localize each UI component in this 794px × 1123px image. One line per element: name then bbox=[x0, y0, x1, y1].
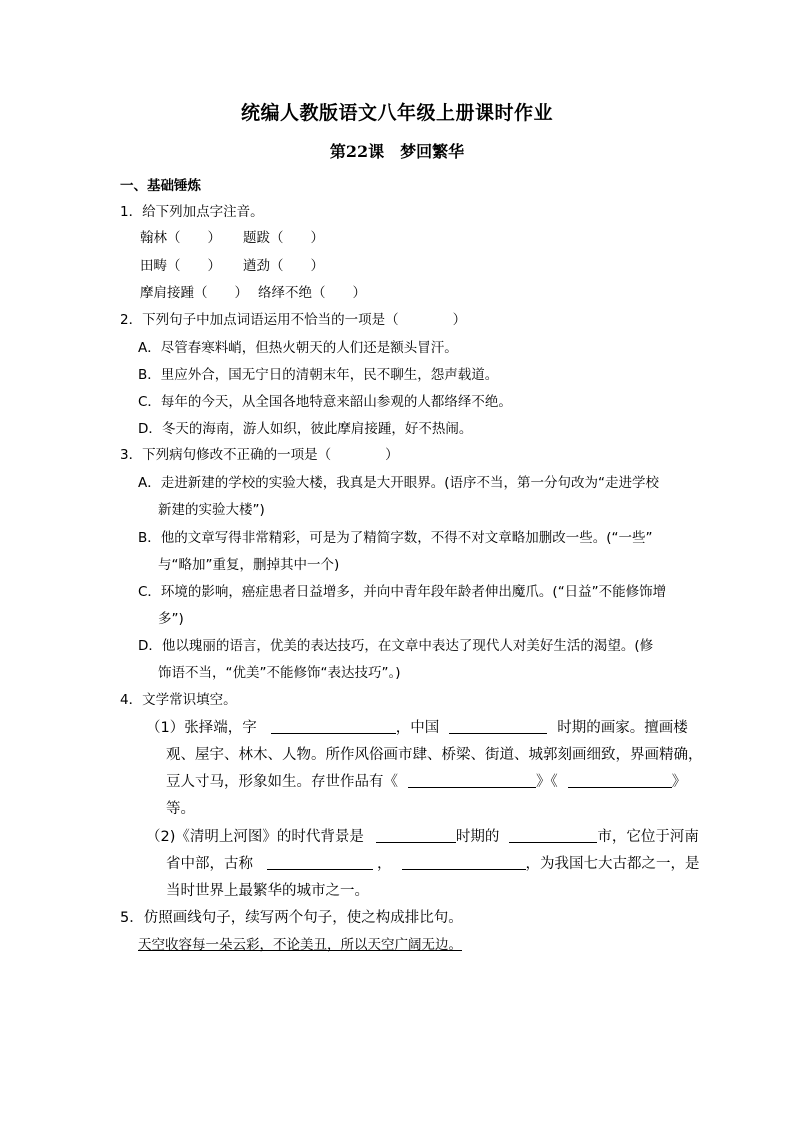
q4-p2-text: 省中部，古称 bbox=[166, 856, 253, 872]
q4-p2-text: ， bbox=[377, 856, 392, 872]
q4-p1-text: （1）张择端，字 bbox=[146, 720, 257, 736]
q4-p2-text: （2)《清明上河图》的时代背景是 bbox=[146, 829, 364, 845]
q1-item: 遒劲（ ） bbox=[243, 258, 324, 274]
answer-blank[interactable] bbox=[402, 855, 526, 870]
q3-option-c: C．环境的影响，癌症患者日益增多，并向中青年段年龄者伸出魔爪。(“日益”不能修饰增 bbox=[138, 584, 667, 600]
question-1-stem: 1．给下列加点字注音。 bbox=[120, 204, 264, 220]
q1-item: 题跋（ ） bbox=[243, 230, 324, 246]
q4-p1-text: ，中国 bbox=[395, 720, 440, 736]
q3-option-d: D．他以瑰丽的语言，优美的表达技巧，在文章中表达了现代人对美好生活的渴望。(修 bbox=[138, 638, 654, 654]
answer-blank[interactable] bbox=[267, 855, 373, 870]
q3-option-a: A．走进新建的学校的实验大楼，我真是大开眼界。(语序不当，第一分句改为“走进学校 bbox=[138, 475, 659, 491]
q2-option-c: C．每年的今天，从全国各地特意来韶山参观的人都络绎不绝。 bbox=[138, 394, 512, 410]
q4-p1-text: 豆人寸马，形象如生。存世作品有《 bbox=[166, 774, 398, 790]
answer-blank[interactable] bbox=[271, 719, 396, 734]
q4-p1-line-4: 等。 bbox=[166, 801, 195, 817]
q1-item: 络绎不绝（ ） bbox=[258, 285, 366, 301]
q4-p2-text: 市，它位于河南 bbox=[597, 829, 699, 845]
q1-item: 翰林（ ） bbox=[140, 230, 221, 246]
q2-option-b: B．里应外合，国无宁日的清朝末年，民不聊生，怨声载道。 bbox=[138, 367, 499, 383]
q4-p1-text: 时期的画家。擅画楼 bbox=[557, 720, 688, 736]
question-5-stem: 5．仿照画线句子，续写两个句子，使之构成排比句。 bbox=[120, 910, 463, 926]
q4-p2-text: 时期的 bbox=[455, 829, 500, 845]
q4-p2-text: ，为我国七大古都之一，是 bbox=[525, 856, 700, 872]
q3-option-b-cont: 与“略加”重复，删掉其中一个) bbox=[158, 557, 340, 573]
q4-p1-text: 》 bbox=[671, 774, 687, 790]
answer-blank[interactable] bbox=[509, 828, 597, 843]
answer-blank[interactable] bbox=[449, 719, 547, 734]
q4-part-1-line-1 bbox=[146, 719, 688, 737]
question-2-stem: 2．下列句子中加点词语运用不恰当的一项是（ ） bbox=[120, 312, 467, 328]
q3-option-d-cont: 饰语不当，“优美”不能修饰“表达技巧”。) bbox=[158, 665, 401, 681]
q3-option-a-cont: 新建的实验大楼”) bbox=[158, 502, 265, 518]
q2-option-a: A．尽管春寒料峭，但热火朝天的人们还是额头冒汗。 bbox=[138, 340, 458, 356]
q3-option-b: B．他的文章写得非常精彩，可是为了精简字数，不得不对文章略加删改一些。(“一些” bbox=[138, 530, 653, 546]
q4-p1-line-2: 观、屋宇、林木、人物。所作风俗画市肆、桥梁、街道、城郭刻画细致，界画精确， bbox=[166, 747, 703, 763]
section-heading: 一、基础锤炼 bbox=[120, 178, 201, 194]
q3-option-c-cont: 多”) bbox=[158, 611, 184, 627]
q4-part-2-line-2 bbox=[166, 855, 700, 873]
answer-blank[interactable] bbox=[568, 773, 672, 788]
q4-p2-line-3: 当时世界上最繁华的城市之一。 bbox=[166, 883, 369, 899]
lesson-title: 第22课 梦回繁华 bbox=[329, 142, 465, 161]
page-title: 统编人教版语文八年级上册课时作业 bbox=[240, 102, 553, 124]
q4-p1-text: 》《 bbox=[536, 774, 558, 790]
q1-item: 摩肩接踵（ ） bbox=[140, 285, 248, 301]
underlined-sentence: 天空收容每一朵云彩，不论美丑，所以天空广阔无边。 bbox=[138, 937, 462, 953]
answer-blank[interactable] bbox=[408, 773, 536, 788]
question-4-stem: 4．文学常识填空。 bbox=[120, 692, 237, 708]
question-3-stem: 3．下列病句修改不正确的一项是（ ） bbox=[120, 447, 399, 463]
q4-part-2-line-1 bbox=[146, 828, 699, 846]
q2-option-d: D．冬天的海南，游人如织，彼此摩肩接踵，好不热闹。 bbox=[138, 421, 473, 437]
q4-part-1-line-3 bbox=[166, 773, 686, 791]
answer-blank[interactable] bbox=[376, 828, 456, 843]
q1-item: 田畴（ ） bbox=[140, 258, 221, 274]
